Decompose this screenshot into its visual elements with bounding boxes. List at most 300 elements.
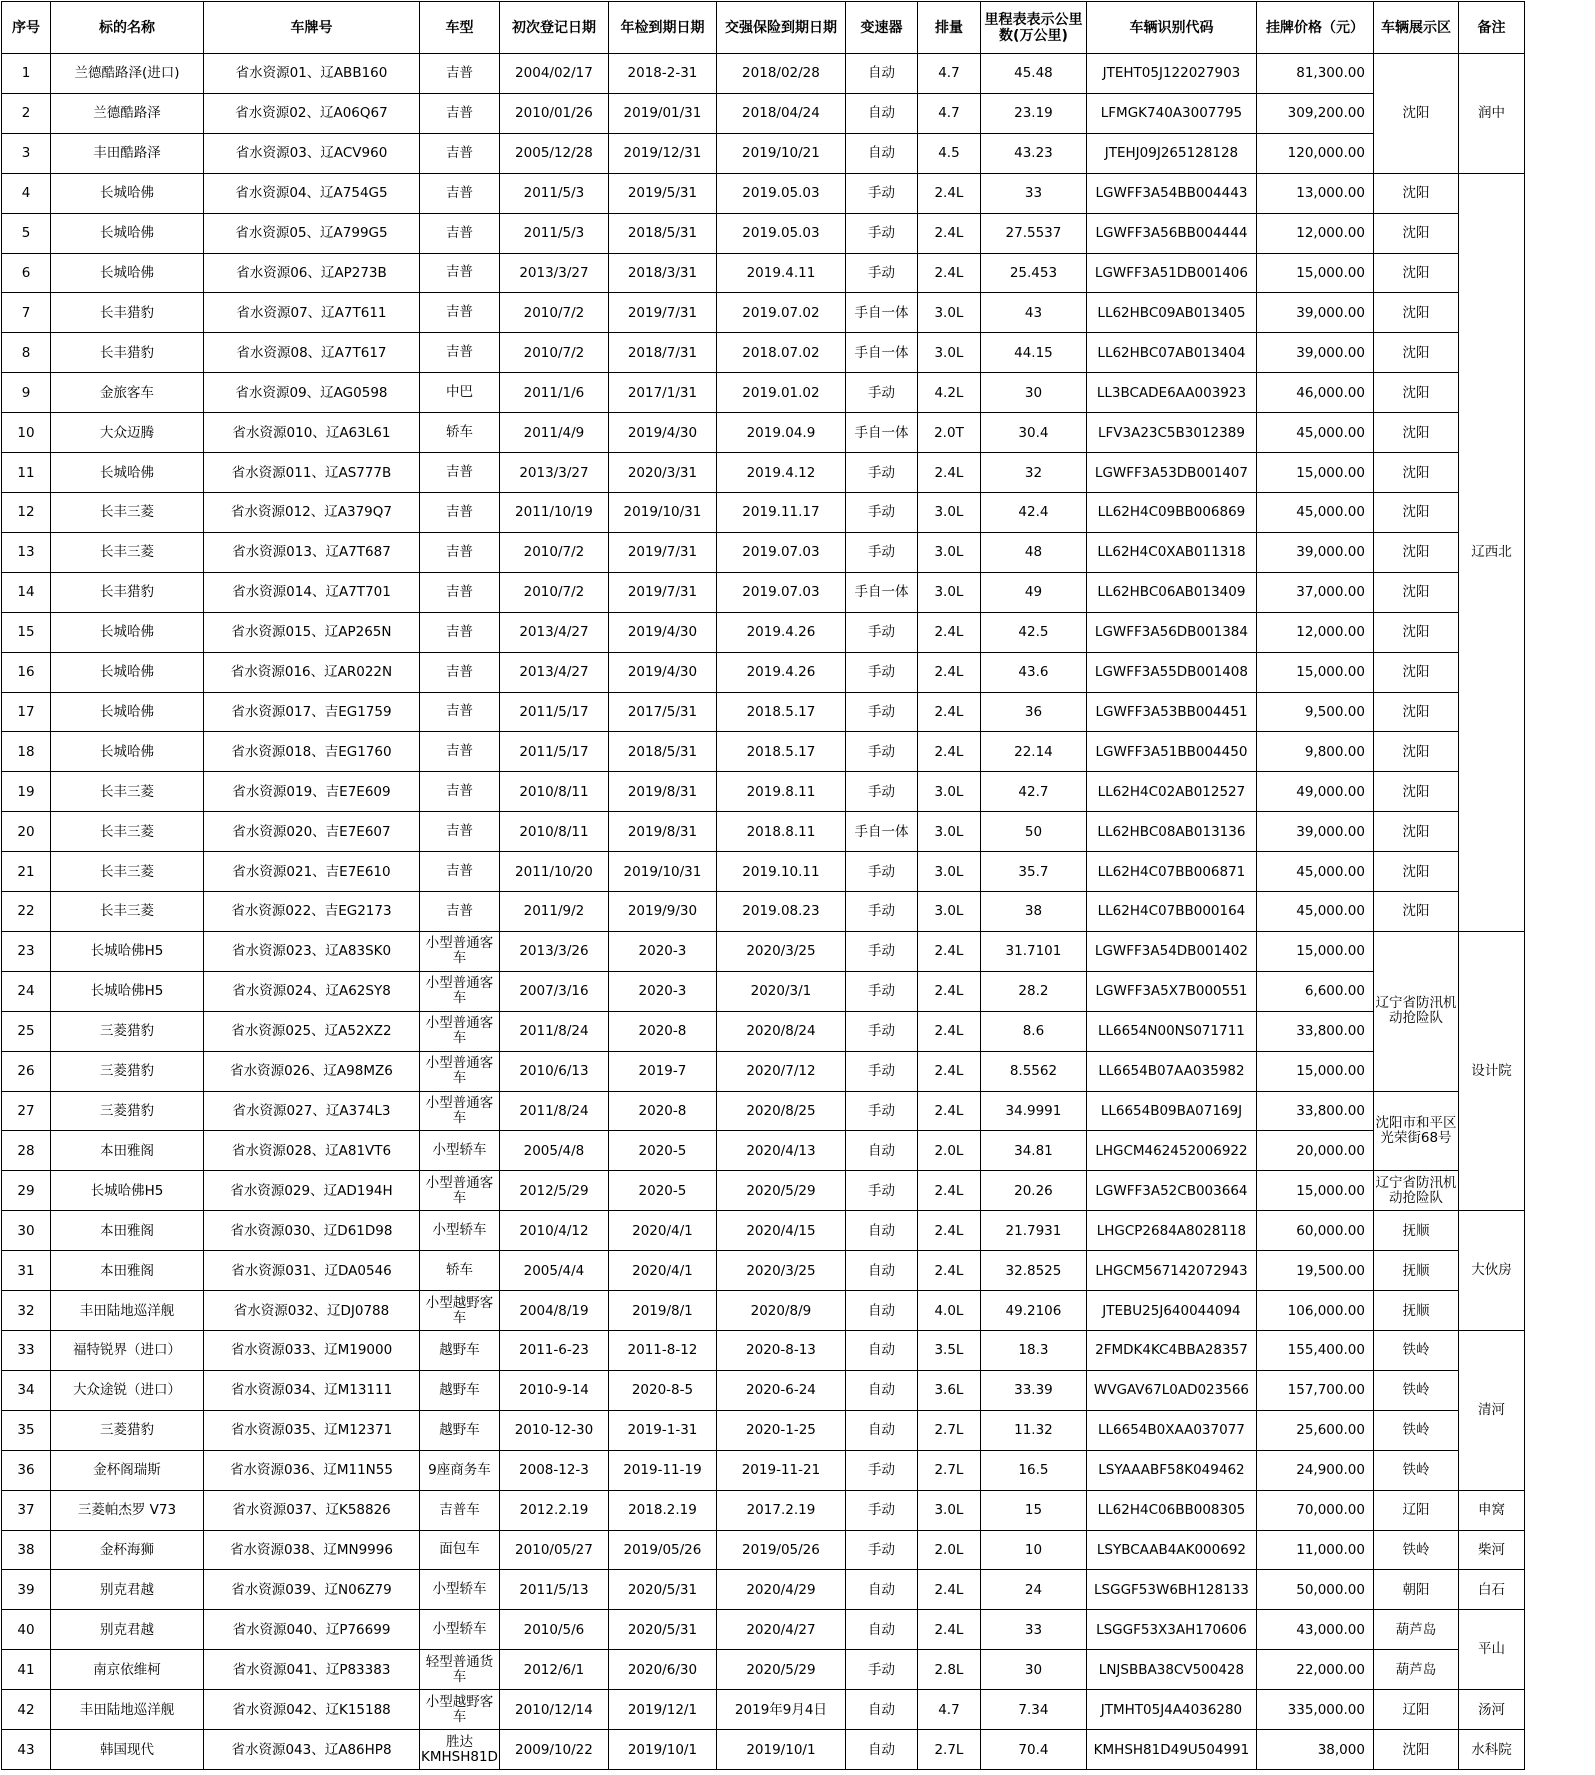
listing-price: 15,000.00 xyxy=(1256,253,1373,293)
inspection-due: 2018/5/31 xyxy=(608,213,716,253)
vehicle-name: 长城哈佛 xyxy=(51,652,204,692)
table-row xyxy=(2,1211,1525,1251)
listing-price: 15,000.00 xyxy=(1256,652,1373,692)
mileage: 21.7931 xyxy=(980,1211,1086,1251)
table-row xyxy=(2,1291,1525,1331)
display-area: 铁岭 xyxy=(1373,1450,1458,1490)
registration-date: 2011/5/3 xyxy=(499,173,608,213)
insurance-due: 2019.8.11 xyxy=(716,772,845,812)
transmission: 手动 xyxy=(845,1450,917,1490)
listing-price: 15,000.00 xyxy=(1256,1051,1373,1091)
transmission: 自动 xyxy=(845,54,917,94)
transmission: 自动 xyxy=(845,1211,917,1251)
table-row xyxy=(2,453,1525,493)
vehicle-type: 越野车 xyxy=(420,1410,500,1450)
mileage: 15 xyxy=(980,1490,1086,1530)
table-row xyxy=(2,1091,1525,1131)
inspection-due: 2019/5/31 xyxy=(608,173,716,213)
transmission: 自动 xyxy=(845,1570,917,1610)
listing-price: 157,700.00 xyxy=(1256,1370,1373,1410)
row-index: 39 xyxy=(2,1570,51,1610)
listing-price: 50,000.00 xyxy=(1256,1570,1373,1610)
vehicle-type: 小型轿车 xyxy=(420,1131,500,1171)
column-header-mileage: 里程表表示公里数(万公里) xyxy=(980,2,1086,54)
mileage: 33.39 xyxy=(980,1370,1086,1410)
transmission: 手动 xyxy=(845,373,917,413)
vehicle-name: 长丰三菱 xyxy=(51,892,204,932)
registration-date: 2010-9-14 xyxy=(499,1370,608,1410)
row-index: 17 xyxy=(2,692,51,732)
registration-date: 2010/6/13 xyxy=(499,1051,608,1091)
registration-date: 2010/01/26 xyxy=(499,93,608,133)
listing-price: 15,000.00 xyxy=(1256,1171,1373,1211)
vehicle-name: 兰德酷路泽(进口) xyxy=(51,54,204,94)
inspection-due: 2019/8/31 xyxy=(608,812,716,852)
vehicle-name: 长城哈佛 xyxy=(51,213,204,253)
column-header-displacement: 排量 xyxy=(917,2,980,54)
inspection-due: 2017/5/31 xyxy=(608,692,716,732)
insurance-due: 2020-8-13 xyxy=(716,1331,845,1371)
column-header-insurance-date: 交强保险到期日期 xyxy=(716,2,845,54)
table-row xyxy=(2,1490,1525,1530)
column-header-inspection-date: 年检到期日期 xyxy=(608,2,716,54)
plate-number: 省水资源09、辽AG0598 xyxy=(204,373,420,413)
plate-number: 省水资源016、辽AR022N xyxy=(204,652,420,692)
table-row xyxy=(2,492,1525,532)
vehicle-type: 面包车 xyxy=(420,1530,500,1570)
inspection-due: 2019/10/31 xyxy=(608,492,716,532)
display-area: 抚顺 xyxy=(1373,1291,1458,1331)
display-area: 铁岭 xyxy=(1373,1370,1458,1410)
plate-number: 省水资源06、辽AP273B xyxy=(204,253,420,293)
table-header xyxy=(2,2,1525,54)
display-area: 抚顺 xyxy=(1373,1211,1458,1251)
vin-code: LL62HBC07AB013404 xyxy=(1086,333,1256,373)
inspection-due: 2020/4/1 xyxy=(608,1211,716,1251)
vin-code: LGWFF3A5X7B000551 xyxy=(1086,971,1256,1011)
vehicle-name: 金杯阁瑞斯 xyxy=(51,1450,204,1490)
listing-price: 43,000.00 xyxy=(1256,1610,1373,1650)
mileage: 45.48 xyxy=(980,54,1086,94)
mileage: 43.23 xyxy=(980,133,1086,173)
vehicle-type: 吉普 xyxy=(420,572,500,612)
listing-price: 49,000.00 xyxy=(1256,772,1373,812)
inspection-due: 2020/6/30 xyxy=(608,1650,716,1690)
transmission: 手动 xyxy=(845,652,917,692)
vehicle-type: 吉普 xyxy=(420,852,500,892)
vehicle-listing-table xyxy=(1,1,1525,1770)
plate-number: 省水资源042、辽K15188 xyxy=(204,1690,420,1730)
table-row xyxy=(2,253,1525,293)
vehicle-type: 吉普 xyxy=(420,213,500,253)
listing-price: 33,800.00 xyxy=(1256,1091,1373,1131)
column-header-name: 标的名称 xyxy=(51,2,204,54)
insurance-due: 2020/4/27 xyxy=(716,1610,845,1650)
vehicle-name: 丰田陆地巡洋舰 xyxy=(51,1291,204,1331)
mileage: 22.14 xyxy=(980,732,1086,772)
displacement: 3.6L xyxy=(917,1370,980,1410)
vehicle-name: 大众途锐（进口） xyxy=(51,1370,204,1410)
displacement: 4.2L xyxy=(917,373,980,413)
vehicle-name: 长城哈佛 xyxy=(51,173,204,213)
vehicle-type: 吉普 xyxy=(420,692,500,732)
table-row xyxy=(2,333,1525,373)
table-row xyxy=(2,54,1525,94)
displacement: 3.0L xyxy=(917,1490,980,1530)
row-index: 15 xyxy=(2,612,51,652)
mileage: 18.3 xyxy=(980,1331,1086,1371)
displacement: 4.0L xyxy=(917,1291,980,1331)
displacement: 2.4L xyxy=(917,1251,980,1291)
vin-code: LGWFF3A54DB001402 xyxy=(1086,931,1256,971)
transmission: 手动 xyxy=(845,492,917,532)
table-row xyxy=(2,1011,1525,1051)
inspection-due: 2019-7 xyxy=(608,1051,716,1091)
vehicle-name: 丰田陆地巡洋舰 xyxy=(51,1690,204,1730)
mileage: 8.5562 xyxy=(980,1051,1086,1091)
mileage: 11.32 xyxy=(980,1410,1086,1450)
registration-date: 2011/4/9 xyxy=(499,413,608,453)
vin-code: JTEHJ09J265128128 xyxy=(1086,133,1256,173)
vin-code: LL62HBC08AB013136 xyxy=(1086,812,1256,852)
vehicle-type: 小型轿车 xyxy=(420,1610,500,1650)
inspection-due: 2020/4/1 xyxy=(608,1251,716,1291)
plate-number: 省水资源040、辽P76699 xyxy=(204,1610,420,1650)
insurance-due: 2019-11-21 xyxy=(716,1450,845,1490)
displacement: 2.4L xyxy=(917,1171,980,1211)
table-row xyxy=(2,213,1525,253)
mileage: 7.34 xyxy=(980,1690,1086,1730)
transmission: 手动 xyxy=(845,532,917,572)
registration-date: 2010/12/14 xyxy=(499,1690,608,1730)
vehicle-type: 胜达KMHSH81D xyxy=(420,1730,500,1770)
column-header-transmission: 变速器 xyxy=(845,2,917,54)
registration-date: 2011-6-23 xyxy=(499,1331,608,1371)
display-area: 沈阳 xyxy=(1373,173,1458,213)
listing-price: 37,000.00 xyxy=(1256,572,1373,612)
insurance-due: 2020/3/25 xyxy=(716,1251,845,1291)
vehicle-type: 吉普 xyxy=(420,492,500,532)
vin-code: LNJSBBA38CV500428 xyxy=(1086,1650,1256,1690)
table-row xyxy=(2,931,1525,971)
insurance-due: 2019.07.03 xyxy=(716,572,845,612)
registration-date: 2010/7/2 xyxy=(499,293,608,333)
vehicle-type: 小型越野客车 xyxy=(420,1291,500,1331)
table-row xyxy=(2,1251,1525,1291)
table-row xyxy=(2,173,1525,213)
row-index: 33 xyxy=(2,1331,51,1371)
mileage: 48 xyxy=(980,532,1086,572)
displacement: 2.4L xyxy=(917,1091,980,1131)
plate-number: 省水资源026、辽A98MZ6 xyxy=(204,1051,420,1091)
plate-number: 省水资源012、辽A379Q7 xyxy=(204,492,420,532)
insurance-due: 2019.11.17 xyxy=(716,492,845,532)
registration-date: 2011/5/13 xyxy=(499,1570,608,1610)
listing-price: 155,400.00 xyxy=(1256,1331,1373,1371)
row-index: 40 xyxy=(2,1610,51,1650)
transmission: 自动 xyxy=(845,133,917,173)
displacement: 2.4L xyxy=(917,971,980,1011)
registration-date: 2013/3/27 xyxy=(499,253,608,293)
transmission: 手动 xyxy=(845,1490,917,1530)
display-area: 沈阳 xyxy=(1373,772,1458,812)
column-header-vin: 车辆识别代码 xyxy=(1086,2,1256,54)
transmission: 自动 xyxy=(845,93,917,133)
mileage: 38 xyxy=(980,892,1086,932)
insurance-due: 2019.01.02 xyxy=(716,373,845,413)
mileage: 24 xyxy=(980,1570,1086,1610)
insurance-due: 2019年9月4日 xyxy=(716,1690,845,1730)
vehicle-type: 吉普 xyxy=(420,253,500,293)
row-index: 37 xyxy=(2,1490,51,1530)
display-area: 铁岭 xyxy=(1373,1410,1458,1450)
insurance-due: 2019.07.03 xyxy=(716,532,845,572)
display-area: 辽宁省防汛机动抢险队 xyxy=(1373,1171,1458,1211)
column-header-remark: 备注 xyxy=(1458,2,1524,54)
vin-code: JTEBU25J640044094 xyxy=(1086,1291,1256,1331)
vin-code: JTMHT05J4A4036280 xyxy=(1086,1690,1256,1730)
vehicle-name: 长城哈佛 xyxy=(51,453,204,493)
registration-date: 2012/6/1 xyxy=(499,1650,608,1690)
display-area: 抚顺 xyxy=(1373,1251,1458,1291)
transmission: 手动 xyxy=(845,692,917,732)
insurance-due: 2019/05/26 xyxy=(716,1530,845,1570)
table-row xyxy=(2,1530,1525,1570)
listing-price: 38,000 xyxy=(1256,1730,1373,1770)
displacement: 2.4L xyxy=(917,732,980,772)
row-index: 25 xyxy=(2,1011,51,1051)
vehicle-type: 小型轿车 xyxy=(420,1211,500,1251)
vehicle-name: 韩国现代 xyxy=(51,1730,204,1770)
row-index: 31 xyxy=(2,1251,51,1291)
table-row xyxy=(2,612,1525,652)
display-area: 铁岭 xyxy=(1373,1331,1458,1371)
vehicle-name: 南京依维柯 xyxy=(51,1650,204,1690)
transmission: 自动 xyxy=(845,1291,917,1331)
mileage: 28.2 xyxy=(980,971,1086,1011)
display-area: 沈阳 xyxy=(1373,54,1458,174)
plate-number: 省水资源013、辽A7T687 xyxy=(204,532,420,572)
mileage: 30 xyxy=(980,373,1086,413)
transmission: 手动 xyxy=(845,892,917,932)
registration-date: 2010/7/2 xyxy=(499,572,608,612)
insurance-due: 2020-6-24 xyxy=(716,1370,845,1410)
mileage: 49 xyxy=(980,572,1086,612)
inspection-due: 2018.2.19 xyxy=(608,1490,716,1530)
vehicle-name: 三菱帕杰罗 V73 xyxy=(51,1490,204,1530)
registration-date: 2007/3/16 xyxy=(499,971,608,1011)
vehicle-name: 本田雅阁 xyxy=(51,1211,204,1251)
vehicle-type: 小型轿车 xyxy=(420,1570,500,1610)
row-index: 35 xyxy=(2,1410,51,1450)
vehicle-type: 吉普 xyxy=(420,892,500,932)
display-area: 辽阳 xyxy=(1373,1690,1458,1730)
plate-number: 省水资源014、辽A7T701 xyxy=(204,572,420,612)
plate-number: 省水资源032、辽DJ0788 xyxy=(204,1291,420,1331)
vehicle-name: 长丰猎豹 xyxy=(51,572,204,612)
vehicle-type: 小型普通客车 xyxy=(420,971,500,1011)
listing-price: 335,000.00 xyxy=(1256,1690,1373,1730)
table-row xyxy=(2,1410,1525,1450)
table-row xyxy=(2,732,1525,772)
displacement: 3.0L xyxy=(917,532,980,572)
inspection-due: 2019/8/31 xyxy=(608,772,716,812)
vehicle-name: 长城哈佛 xyxy=(51,253,204,293)
registration-date: 2010/7/2 xyxy=(499,333,608,373)
vin-code: LGWFF3A53BB004451 xyxy=(1086,692,1256,732)
table-row xyxy=(2,1690,1525,1730)
transmission: 手动 xyxy=(845,732,917,772)
inspection-due: 2017/1/31 xyxy=(608,373,716,413)
vin-code: LL6654B0XAA037077 xyxy=(1086,1410,1256,1450)
vehicle-type: 小型普通客车 xyxy=(420,1051,500,1091)
listing-price: 13,000.00 xyxy=(1256,173,1373,213)
vehicle-type: 小型普通客车 xyxy=(420,1011,500,1051)
insurance-due: 2019.07.02 xyxy=(716,293,845,333)
transmission: 手动 xyxy=(845,852,917,892)
registration-date: 2011/1/6 xyxy=(499,373,608,413)
column-header-display-area: 车辆展示区 xyxy=(1373,2,1458,54)
displacement: 4.7 xyxy=(917,93,980,133)
vin-code: LGWFF3A55DB001408 xyxy=(1086,652,1256,692)
display-area: 沈阳 xyxy=(1373,732,1458,772)
insurance-due: 2020/5/29 xyxy=(716,1171,845,1211)
vehicle-name: 长城哈佛H5 xyxy=(51,1171,204,1211)
transmission: 自动 xyxy=(845,1251,917,1291)
vin-code: LL6654B09BA07169J xyxy=(1086,1091,1256,1131)
vin-code: LGWFF3A53DB001407 xyxy=(1086,453,1256,493)
vehicle-type: 越野车 xyxy=(420,1370,500,1410)
registration-date: 2011/8/24 xyxy=(499,1011,608,1051)
display-area: 辽宁省防汛机动抢险队 xyxy=(1373,931,1458,1091)
displacement: 2.4L xyxy=(917,1570,980,1610)
registration-date: 2011/10/19 xyxy=(499,492,608,532)
insurance-due: 2019.4.26 xyxy=(716,612,845,652)
transmission: 自动 xyxy=(845,1690,917,1730)
listing-price: 12,000.00 xyxy=(1256,213,1373,253)
table-row xyxy=(2,572,1525,612)
inspection-due: 2020-8-5 xyxy=(608,1370,716,1410)
registration-date: 2013/3/26 xyxy=(499,931,608,971)
row-index: 14 xyxy=(2,572,51,612)
transmission: 手动 xyxy=(845,772,917,812)
mileage: 27.5537 xyxy=(980,213,1086,253)
registration-date: 2011/9/2 xyxy=(499,892,608,932)
display-area: 沈阳 xyxy=(1373,892,1458,932)
displacement: 2.4L xyxy=(917,1011,980,1051)
vehicle-name: 大众迈腾 xyxy=(51,413,204,453)
displacement: 4.5 xyxy=(917,133,980,173)
remark: 柴河 xyxy=(1458,1530,1524,1570)
insurance-due: 2018.07.02 xyxy=(716,333,845,373)
mileage: 34.9991 xyxy=(980,1091,1086,1131)
vin-code: LGWFF3A56DB001384 xyxy=(1086,612,1256,652)
row-index: 8 xyxy=(2,333,51,373)
vehicle-type: 吉普 xyxy=(420,772,500,812)
listing-price: 15,000.00 xyxy=(1256,931,1373,971)
vehicle-name: 兰德酷路泽 xyxy=(51,93,204,133)
plate-number: 省水资源010、辽A63L61 xyxy=(204,413,420,453)
table-row xyxy=(2,1370,1525,1410)
listing-price: 12,000.00 xyxy=(1256,612,1373,652)
row-index: 16 xyxy=(2,652,51,692)
plate-number: 省水资源07、辽A7T611 xyxy=(204,293,420,333)
vin-code: LGWFF3A51BB004450 xyxy=(1086,732,1256,772)
vin-code: LL6654N00NS071711 xyxy=(1086,1011,1256,1051)
inspection-due: 2019-1-31 xyxy=(608,1410,716,1450)
row-index: 7 xyxy=(2,293,51,333)
vehicle-type: 小型普通客车 xyxy=(420,1171,500,1211)
registration-date: 2005/4/4 xyxy=(499,1251,608,1291)
registration-date: 2011/5/17 xyxy=(499,732,608,772)
plate-number: 省水资源034、辽M13111 xyxy=(204,1370,420,1410)
transmission: 自动 xyxy=(845,1610,917,1650)
display-area: 沈阳 xyxy=(1373,253,1458,293)
registration-date: 2011/10/20 xyxy=(499,852,608,892)
vin-code: LL62HBC09AB013405 xyxy=(1086,293,1256,333)
transmission: 手动 xyxy=(845,971,917,1011)
displacement: 2.7L xyxy=(917,1410,980,1450)
insurance-due: 2020/4/29 xyxy=(716,1570,845,1610)
row-index: 32 xyxy=(2,1291,51,1331)
vehicle-name: 别克君越 xyxy=(51,1610,204,1650)
plate-number: 省水资源019、吉E7E609 xyxy=(204,772,420,812)
transmission: 手自一体 xyxy=(845,293,917,333)
displacement: 2.4L xyxy=(917,931,980,971)
table-row xyxy=(2,692,1525,732)
mileage: 34.81 xyxy=(980,1131,1086,1171)
table-row xyxy=(2,812,1525,852)
mileage: 30.4 xyxy=(980,413,1086,453)
row-index: 28 xyxy=(2,1131,51,1171)
inspection-due: 2019/4/30 xyxy=(608,652,716,692)
row-index: 26 xyxy=(2,1051,51,1091)
listing-price: 46,000.00 xyxy=(1256,373,1373,413)
vehicle-type: 吉普 xyxy=(420,812,500,852)
registration-date: 2010/4/12 xyxy=(499,1211,608,1251)
mileage: 33 xyxy=(980,1610,1086,1650)
transmission: 手动 xyxy=(845,453,917,493)
vehicle-type: 吉普 xyxy=(420,293,500,333)
row-index: 2 xyxy=(2,93,51,133)
display-area: 葫芦岛 xyxy=(1373,1610,1458,1650)
remark: 申窝 xyxy=(1458,1490,1524,1530)
insurance-due: 2019.04.9 xyxy=(716,413,845,453)
displacement: 2.4L xyxy=(917,213,980,253)
transmission: 手动 xyxy=(845,173,917,213)
insurance-due: 2019/10/21 xyxy=(716,133,845,173)
displacement: 2.4L xyxy=(917,1610,980,1650)
vehicle-name: 金旅客车 xyxy=(51,373,204,413)
mileage: 50 xyxy=(980,812,1086,852)
plate-number: 省水资源08、辽A7T617 xyxy=(204,333,420,373)
listing-price: 24,900.00 xyxy=(1256,1450,1373,1490)
vin-code: LHGCM567142072943 xyxy=(1086,1251,1256,1291)
display-area: 沈阳 xyxy=(1373,453,1458,493)
plate-number: 省水资源011、辽AS777B xyxy=(204,453,420,493)
listing-price: 70,000.00 xyxy=(1256,1490,1373,1530)
transmission: 手动 xyxy=(845,213,917,253)
plate-number: 省水资源035、辽M12371 xyxy=(204,1410,420,1450)
displacement: 2.0L xyxy=(917,1131,980,1171)
display-area: 葫芦岛 xyxy=(1373,1650,1458,1690)
row-index: 20 xyxy=(2,812,51,852)
table-row xyxy=(2,852,1525,892)
display-area: 沈阳 xyxy=(1373,213,1458,253)
listing-price: 45,000.00 xyxy=(1256,892,1373,932)
insurance-due: 2020/8/24 xyxy=(716,1011,845,1051)
vehicle-type: 轿车 xyxy=(420,413,500,453)
